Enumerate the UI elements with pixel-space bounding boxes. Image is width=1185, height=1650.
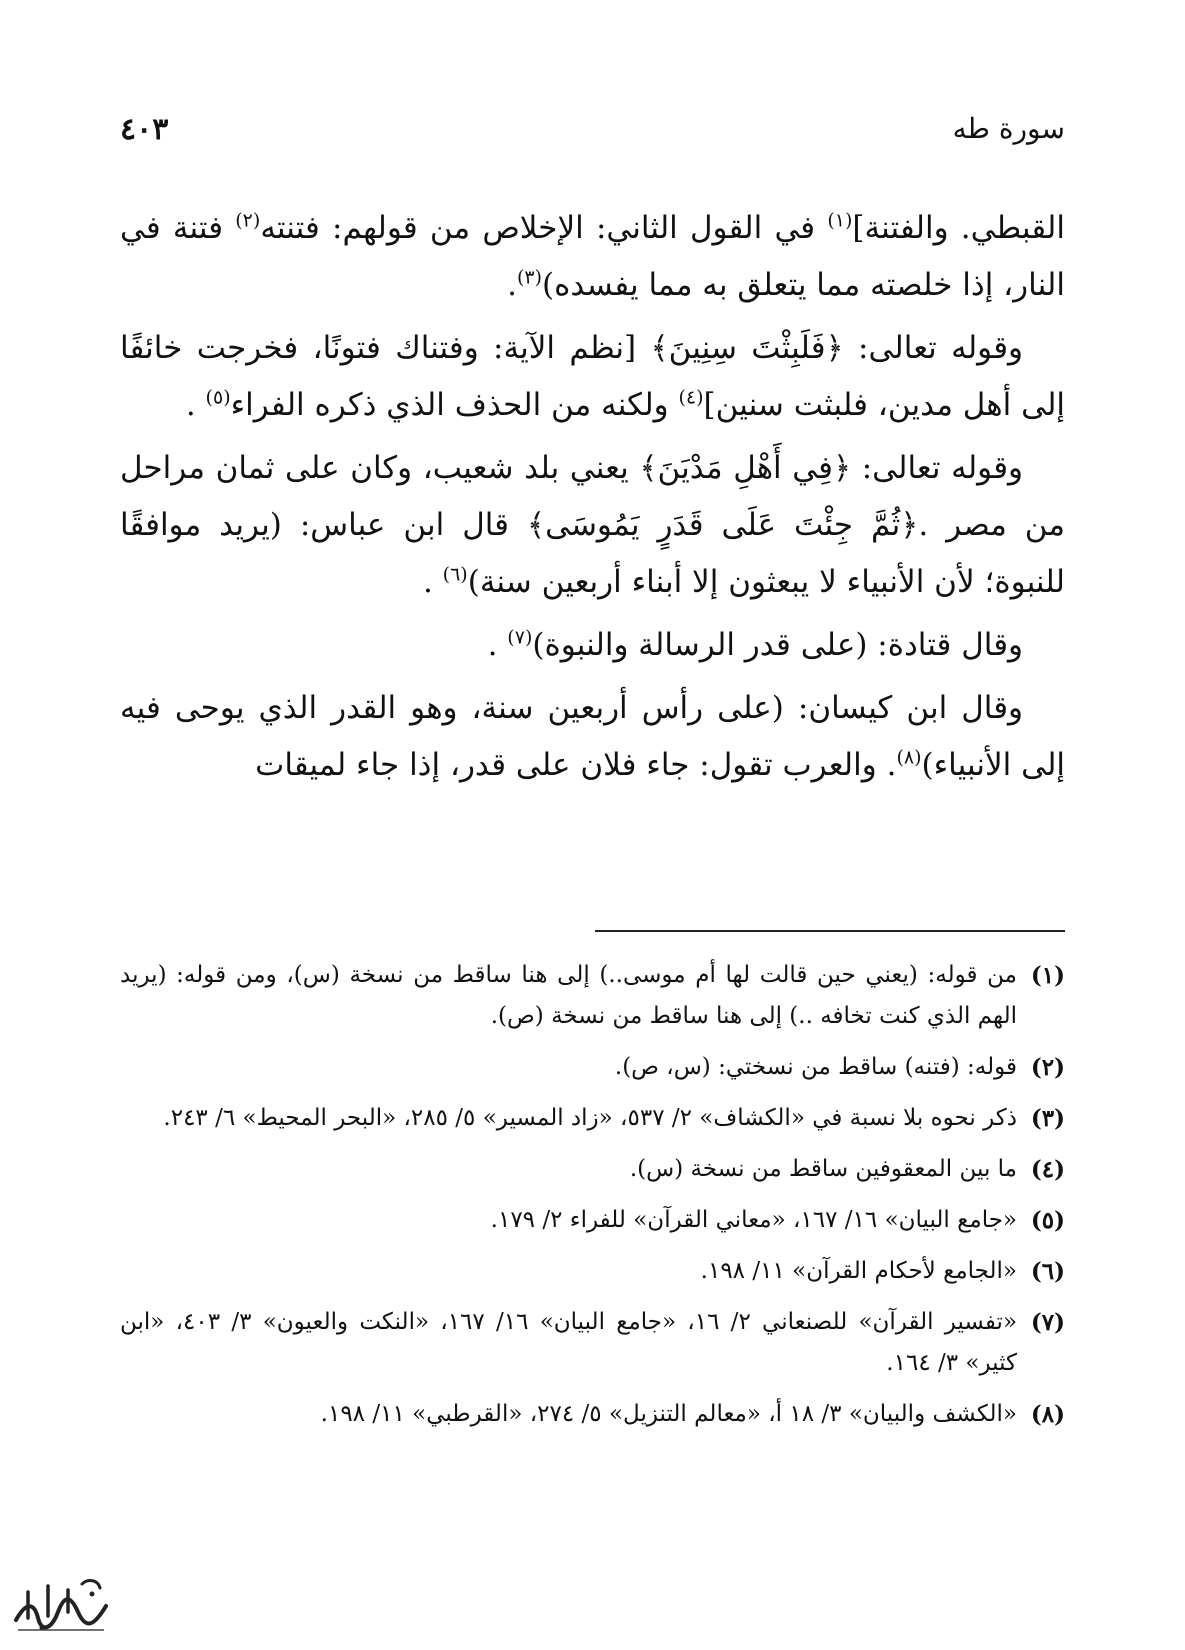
footnote-number: (٤): [1030, 1156, 1065, 1183]
text-run: .: [487, 627, 508, 663]
footnote-number: (١): [1030, 962, 1065, 989]
footnote-number: (٢): [1030, 1054, 1065, 1081]
footnote-text: ما بين المعقوفين ساقط من نسخة (س).: [629, 1156, 1017, 1182]
footnote-ref-8[interactable]: (٨): [896, 746, 922, 769]
paragraph-1: [120, 200, 1065, 314]
text-run: وقال ابن كيسان: (على رأس أربعين سنة، وهو القدر الذي يوحى فيه إلى الأنبياء): [120, 690, 1065, 783]
calligraphy-logo-svg: [8, 1572, 118, 1636]
text-run: فتنة في النار، إذا خلصته مما يتعلق به مما يفسده): [120, 210, 1065, 303]
page-number: ٤٠٣: [120, 112, 169, 147]
surah-title: سورة طه: [952, 112, 1065, 145]
footnote: [120, 1047, 1065, 1088]
footnote: [120, 1098, 1065, 1139]
footnote-text: «جامع البيان» ١٦/ ١٦٧، «معاني القرآن» للفراء ٢/ ١٧٩.: [490, 1207, 1017, 1233]
main-text: [120, 200, 1065, 800]
footnote-text: ذكر نحوه بلا نسبة في «الكشاف» ٢/ ٥٣٧، «زاد المسير» ٥/ ٢٨٥، «البحر المحيط» ٦/ ٢٤٣.: [163, 1105, 1017, 1131]
text-run: . والعرب تقول: جاء فلان على قدر، إذا جاء لميقات: [255, 747, 897, 783]
footnote-ref-6[interactable]: (٦): [442, 563, 468, 586]
footnote-ref-3[interactable]: (٣): [516, 266, 543, 289]
footnote-text: «تفسير القرآن» للصنعاني ٢/ ١٦، «جامع البيان» ١٦/ ١٦٧، «النكت والعيون» ٣/ ٤٠٣، «ابن كثير» ٣/ ١٦٤.: [120, 1309, 1018, 1376]
footnote-ref-4[interactable]: (٤): [678, 386, 704, 409]
footnote-text: من قوله: (يعني حين قالت لها أم موسى..) إلى هنا ساقط من نسخة (س)، ومن قوله: (يريد الهم الذي كنت تخافه ..) إلى هنا ساقط من نسخة (ص).: [120, 962, 1017, 1029]
footnote: [120, 1394, 1065, 1435]
footnote-number: (٨): [1030, 1401, 1065, 1428]
footnote-ref-5[interactable]: (٥): [205, 386, 231, 409]
paragraph-4: [120, 617, 1065, 674]
footnote-number: (٣): [1030, 1105, 1065, 1132]
text-run: .: [422, 564, 443, 600]
footnote: [120, 1302, 1065, 1384]
footnotes: [120, 955, 1065, 1445]
footnote-text: «الكشف والبيان» ٣/ ١٨ أ، «معالم التنزيل» ٥/ ٢٧٤، «القرطبي» ١١/ ١٩٨.: [320, 1401, 1017, 1427]
footnote-divider: [595, 930, 1065, 932]
text-run: في القول الثاني: الإخلاص من قولهم: فتنته: [260, 210, 828, 246]
text-run: وقال قتادة: (على قدر الرسالة والنبوة): [532, 627, 1023, 663]
paragraph-3: [120, 440, 1065, 611]
calligraphy-logo-icon: [8, 1572, 118, 1636]
footnote: [120, 955, 1065, 1037]
footnote-ref-1[interactable]: (١): [827, 209, 853, 232]
paragraph-5: [120, 680, 1065, 794]
footnote-number: (٥): [1030, 1207, 1065, 1234]
footnote: [120, 1200, 1065, 1241]
footnote-number: (٦): [1030, 1258, 1065, 1285]
paragraph-2: [120, 320, 1065, 434]
footnote-text: قوله: (فتنه) ساقط من نسختي: (س، ص).: [614, 1054, 1017, 1080]
footnote-ref-2[interactable]: (٢): [235, 209, 261, 232]
footnote: [120, 1149, 1065, 1190]
footnote: [120, 1251, 1065, 1292]
text-run: ولكنه من الحذف الذي ذكره الفراء: [230, 387, 679, 423]
footnote-ref-7[interactable]: (٧): [507, 626, 533, 649]
footnote-number: (٧): [1030, 1309, 1065, 1336]
text-run: القبطي. والفتنة]: [852, 210, 1065, 246]
text-run: .: [507, 267, 517, 303]
text-run: وقوله تعالى: ﴿فِي أَهْلِ مَدْيَنَ﴾ يعني بلد شعيب، وكان على ثمان مراحل من مصر .﴿ثُمَّ جِئْتَ عَلَى قَدَرٍ يَمُوسَى﴾ قال ابن عباس: (يريد موافقًا للنبوة؛ لأن الأنبياء لا يبعثون إلا أبناء أربعين سنة): [120, 450, 1065, 600]
page-header: [120, 112, 1065, 162]
footnote-text: «الجامع لأحكام القرآن» ١١/ ١٩٨.: [700, 1258, 1017, 1284]
text-run: وقوله تعالى: ﴿فَلَبِثْتَ سِنِينَ﴾ [نظم الآية: وفتناك فتونًا، فخرجت خائفًا إلى أهل مدين، فلبثت سنين]: [120, 330, 1065, 423]
text-run: .: [185, 387, 206, 423]
